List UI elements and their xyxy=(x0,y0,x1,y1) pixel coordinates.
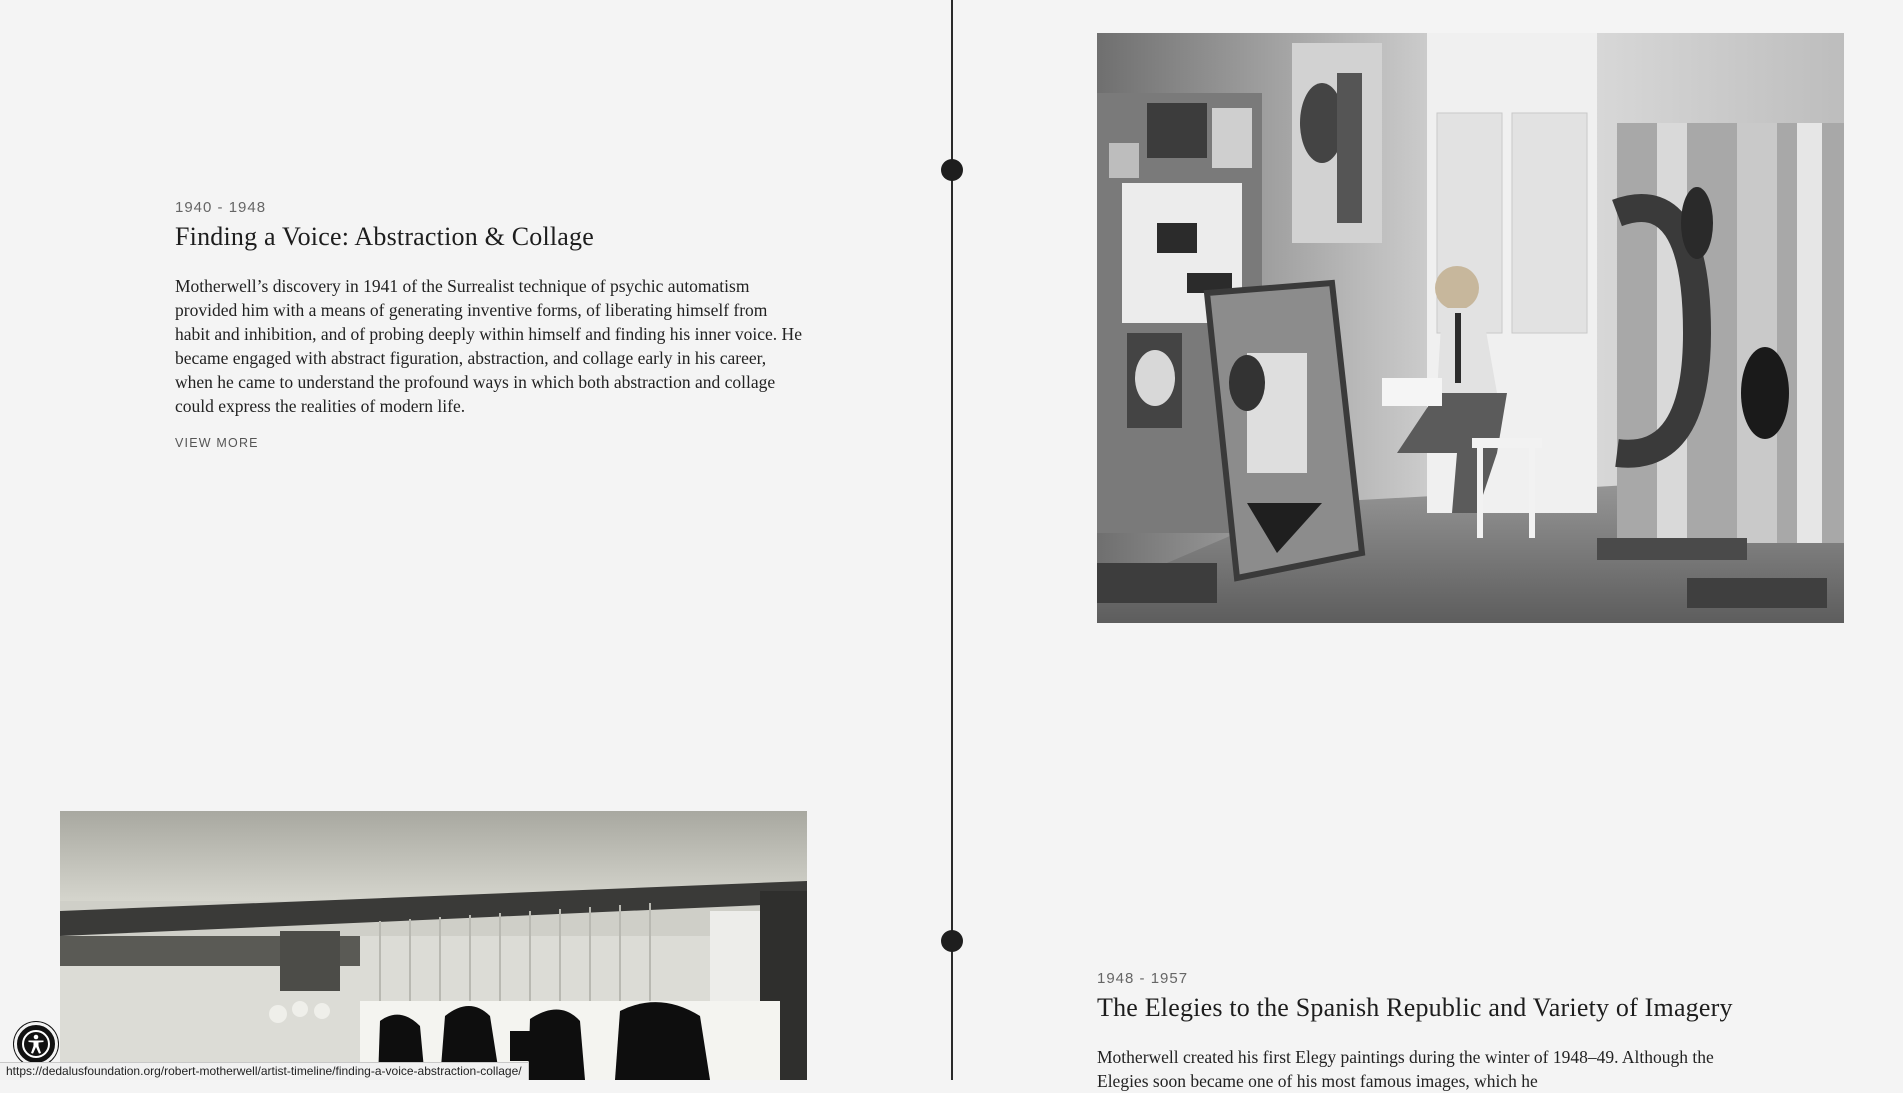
studio-interior-photo[interactable] xyxy=(60,811,807,1080)
artist-studio-photo[interactable] xyxy=(1097,33,1844,623)
timeline-entry xyxy=(175,199,805,452)
timeline-entry xyxy=(1097,970,1757,1093)
timeline-node xyxy=(941,159,963,181)
entry-dates: 1948 - 1957 xyxy=(1097,970,1189,987)
entry-dates: 1940 - 1948 xyxy=(175,199,267,216)
entry-description: Motherwell created his first Elegy paintings during the winter of 1948–49. Although the Elegies soon became one of his most famous images, which he xyxy=(1097,1047,1714,1091)
entry-title: Finding a Voice: Abstraction & Collage xyxy=(175,222,594,251)
timeline-node xyxy=(941,930,963,952)
view-more-link[interactable]: VIEW MORE xyxy=(175,436,259,450)
status-url-bar: https://dedalusfoundation.org/robert-motherwell/artist-timeline/finding-a-voice-abstraction-collage/ xyxy=(0,1062,529,1080)
entry-description: Motherwell’s discovery in 1941 of the Surrealist technique of psychic automatism provided him with a means of generating inventive forms, of liberating himself from habit and inhibition, and of probing deeply within himself and finding his inner voice. He became engaged with abstract figuration, abstraction, and collage early in his career, when he came to understand the profound ways in which both abstraction and collage could express the realities of modern life. xyxy=(175,276,802,416)
accessibility-icon xyxy=(20,1028,52,1060)
accessibility-button[interactable] xyxy=(14,1022,58,1066)
entry-title: The Elegies to the Spanish Republic and Variety of Imagery xyxy=(1097,993,1733,1022)
